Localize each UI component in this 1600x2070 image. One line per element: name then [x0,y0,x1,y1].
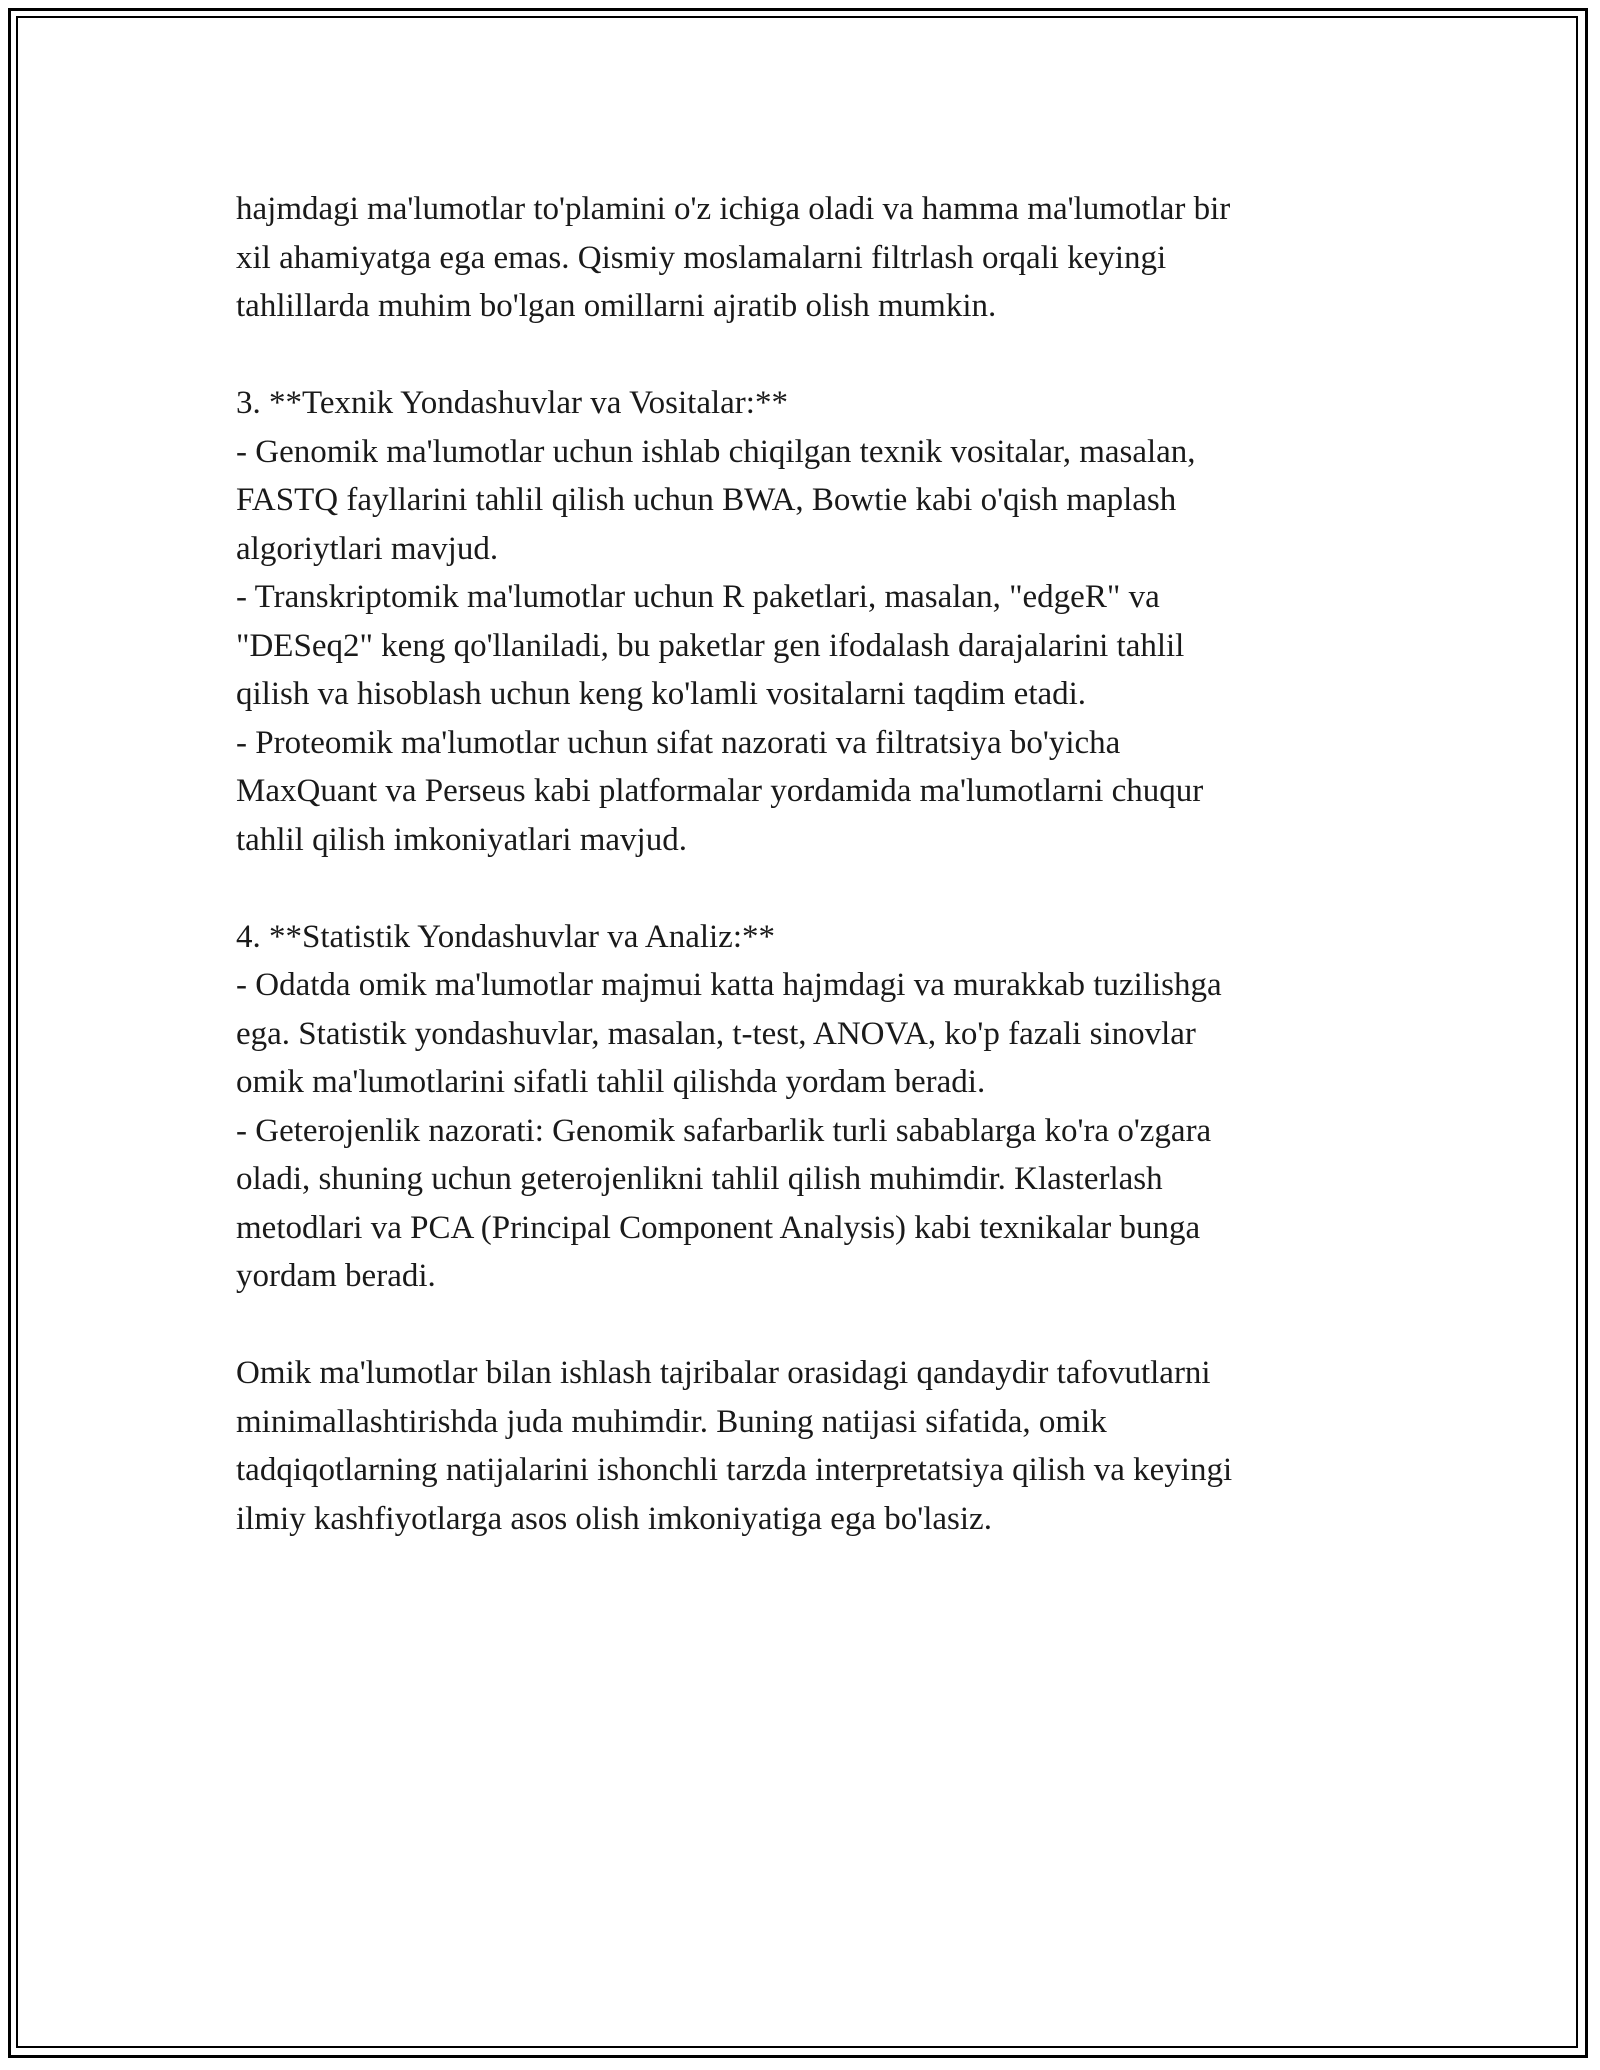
section-4-item-heterogeneity: - Geterojenlik nazorati: Genomik safarbarlik turli sabablarga ko'ra o'zgara oladi, shuning uchun geterojenlikni tahlil qilish muhimdir. Klasterlash metodlari va PCA (Principal Component Analysis) kabi texnikalar bunga yordam beradi. [236,1112,1212,1294]
section-3-heading: 3. **Texnik Yondashuvlar va Vositalar:** [236,385,788,421]
conclusion-paragraph: Omik ma'lumotlar bilan ishlash tajribalar orasidagi qandaydir tafovutlarni minimallashtirishda juda muhimdir. Buning natijasi sifatida, omik tadqiqotlarning natijalarini ishonchli tarzda interpretatsiya qilish va keyingi ilmiy kashfiyotlarga asos olish imkoniyatiga ega bo'lasiz. [236,1355,1233,1537]
section-4-item-statistics: - Odatda omik ma'lumotlar majmui katta hajmdagi va murakkab tuzilishga ega. Statistik yondashuvlar, masalan, t-test, ANOVA, ko'p fazali sinovlar omik ma'lumotlarini sifatli tahlil qilishda yordam beradi. [236,967,1222,1100]
section-3-item-transcriptomic: - Transkriptomik ma'lumotlar uchun R paketlari, masalan, "edgeR" va "DESeq2" keng qo'llaniladi, bu paketlar gen ifodalash darajalarini tahlil qilish va hisoblash uchun keng ko'lamli vositalarni taqdim etadi. [236,579,1185,712]
paragraph-gap [236,1301,1366,1350]
section-3-item-genomic: - Genomik ma'lumotlar uchun ishlab chiqilgan texnik vositalar, masalan, FASTQ fayllarini tahlil qilish uchun BWA, Bowtie kabi o'qish maplash algoriytlari mavjud. [236,433,1196,567]
intro-paragraph: hajmdagi ma'lumotlar to'plamini o'z ichiga oladi va hamma ma'lumotlar bir xil ahamiyatga ega emas. Qismiy moslamalarni filtrlash orqali keyingi tahlillarda muhim bo'lgan omillarni ajratib olish mumkin. [236,191,1231,324]
section-4-heading: 4. **Statistik Yondashuvlar va Analiz:** [236,918,775,955]
paragraph-gap [236,864,1366,913]
paragraph-gap [236,331,1366,380]
section-3-item-proteomic: - Proteomik ma'lumotlar uchun sifat nazorati va filtratsiya bo'yicha MaxQuant va Perseus kabi platformalar yordamida ma'lumotlarni chuqur tahlil qilish imkoniyatlari mavjud. [236,724,1204,858]
document-body [236,185,1366,1543]
